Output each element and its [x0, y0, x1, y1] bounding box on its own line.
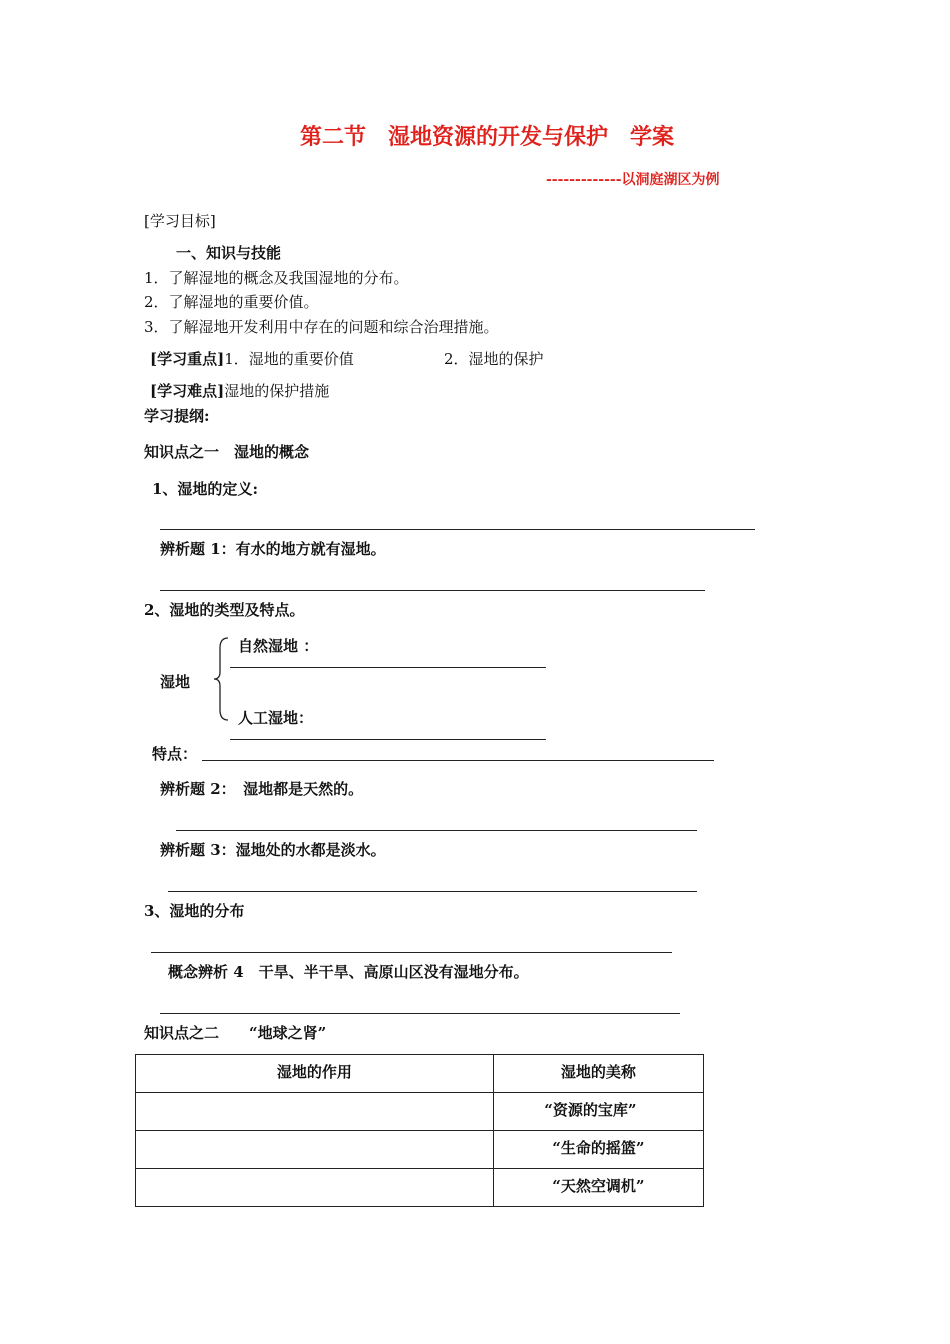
key-point-2: 2．湿地的保护 [444, 350, 544, 368]
analysis-1: 辨析题 1：有水的地方就有湿地。 [160, 540, 386, 558]
objective-item-1: 1．了解湿地的概念及我国湿地的分布。 [144, 269, 409, 287]
analysis-4: 概念辨析 4 干旱、半干旱、高原山区没有湿地分布。 [168, 963, 529, 981]
table-header-function: 湿地的作用 [136, 1055, 494, 1093]
page-subtitle: -------------以洞庭湖区为例 [546, 172, 720, 188]
objectives-section: 一、知识与技能 [176, 244, 282, 262]
kp1-q3: 3、湿地的分布 [144, 902, 245, 920]
difficulty-label: [学习难点] [150, 382, 225, 400]
table-cell-function[interactable] [136, 1131, 494, 1169]
table-cell-nickname: “资源的宝库” [493, 1093, 703, 1131]
function-table [135, 1054, 704, 1207]
objective-item-3: 3．了解湿地开发利用中存在的问题和综合治理措施。 [144, 318, 499, 336]
page-title: 第二节 湿地资源的开发与保护 学案 [300, 124, 675, 150]
key-points [150, 349, 354, 369]
analysis-2: 辨析题 2： 湿地都是天然的。 [160, 780, 364, 798]
answer-line-analysis-1[interactable] [160, 590, 705, 591]
kp1-heading: 知识点之一 湿地的概念 [144, 443, 310, 461]
outline-label: 学习提纲: [144, 407, 210, 425]
kp2-heading: 知识点之二 “地球之肾” [144, 1024, 327, 1042]
key-point-1: 1．湿地的重要价值 [224, 350, 354, 368]
kp1-q1: 1、湿地的定义: [152, 480, 258, 498]
analysis-3: 辨析题 3：湿地处的水都是淡水。 [160, 841, 386, 859]
answer-line-definition[interactable] [160, 529, 755, 530]
wetland-label: 湿地 [160, 673, 191, 691]
table-cell-function[interactable] [136, 1169, 494, 1207]
table-cell-nickname: “天然空调机” [493, 1169, 703, 1207]
features-label: 特点： [152, 745, 198, 763]
answer-line-analysis-3[interactable] [168, 891, 697, 892]
answer-line-analysis-4[interactable] [160, 1013, 680, 1014]
natural-wetland-label: 自然湿地 ： [238, 637, 319, 655]
brace-icon [208, 636, 232, 722]
table-row [136, 1169, 704, 1207]
key-points-label: [学习重点] [150, 350, 225, 368]
table-header-row [136, 1055, 704, 1093]
difficulty [150, 381, 329, 401]
difficulty-text: 湿地的保护措施 [224, 382, 330, 400]
answer-line-features[interactable] [202, 760, 714, 761]
answer-line-artificial[interactable] [230, 739, 546, 740]
answer-line-distribution[interactable] [151, 952, 672, 953]
answer-line-natural[interactable] [230, 667, 546, 668]
table-row [136, 1093, 704, 1131]
objectives-label: [学习目标] [144, 212, 216, 230]
kp1-q2: 2、湿地的类型及特点。 [144, 601, 305, 619]
table-row [136, 1131, 704, 1169]
table-header-nickname: 湿地的美称 [493, 1055, 703, 1093]
table-cell-nickname: “生命的摇篮” [493, 1131, 703, 1169]
objective-item-2: 2．了解湿地的重要价值。 [144, 293, 319, 311]
artificial-wetland-label: 人工湿地： [238, 709, 314, 727]
table-cell-function[interactable] [136, 1093, 494, 1131]
answer-line-analysis-2[interactable] [176, 830, 697, 831]
